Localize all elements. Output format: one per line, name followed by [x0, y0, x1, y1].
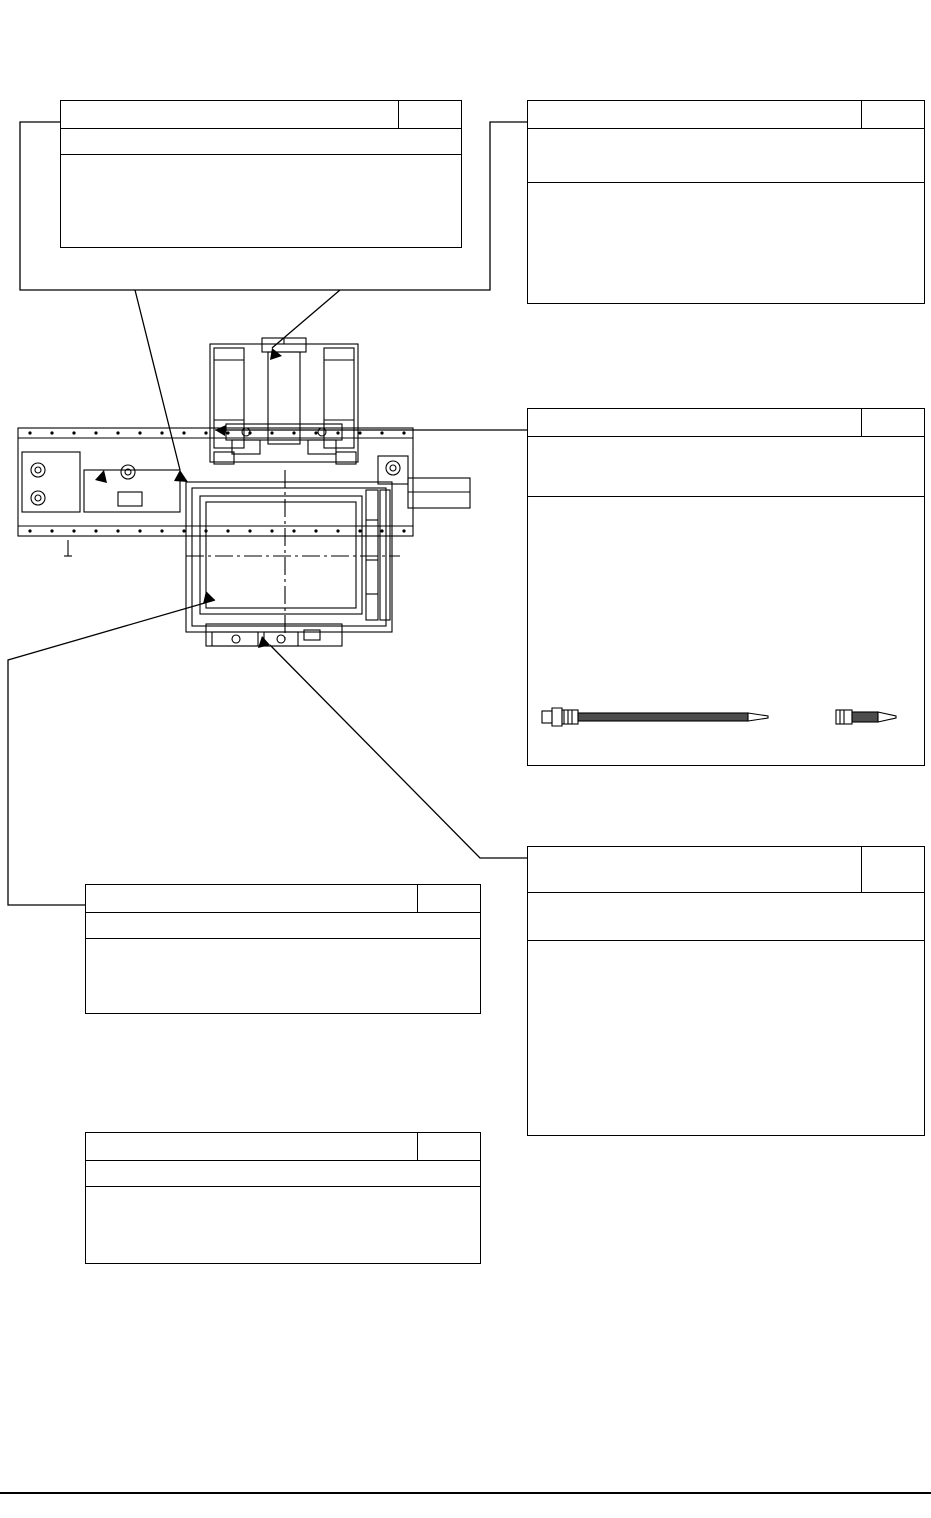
callout-d-subtitle	[528, 893, 924, 941]
callout-d-body	[528, 941, 924, 950]
callout-c-code	[862, 409, 924, 436]
callout-c-subtitle	[528, 437, 924, 497]
callout-b-subtitle	[528, 129, 924, 183]
tool-pictograms	[540, 697, 926, 757]
callout-e-subtitle	[86, 913, 480, 939]
callout-a-header	[61, 101, 461, 129]
callout-a-subtitle	[61, 129, 461, 155]
callout-f-subtitle	[86, 1161, 480, 1187]
callout-box-c[interactable]	[527, 408, 925, 766]
callout-box-d[interactable]	[527, 846, 925, 1136]
callout-box-b[interactable]	[527, 100, 925, 304]
callout-f-title	[86, 1133, 418, 1160]
callout-b-body	[528, 183, 924, 192]
callout-box-f[interactable]	[85, 1132, 481, 1264]
callout-b-title	[528, 101, 862, 128]
callout-e-body	[86, 939, 480, 948]
callout-c-title	[528, 409, 862, 436]
callout-a-body	[61, 155, 461, 164]
callout-b-header	[528, 101, 924, 129]
callout-d-code	[862, 847, 924, 892]
callout-e-code	[418, 885, 480, 912]
callout-a-code	[399, 101, 461, 128]
callout-e-title	[86, 885, 418, 912]
machine-drawing	[18, 338, 470, 646]
callout-b-code	[862, 101, 924, 128]
callout-a-title	[61, 101, 399, 128]
callout-f-header	[86, 1133, 480, 1161]
callout-e-header	[86, 885, 480, 913]
callout-d-title	[528, 847, 862, 892]
short-nozzle-tool-icon	[836, 710, 896, 724]
callout-c-body	[528, 497, 924, 761]
callout-d-header	[528, 847, 924, 893]
callout-f-code	[418, 1133, 480, 1160]
callout-box-e[interactable]	[85, 884, 481, 1014]
long-probe-tool-icon	[542, 708, 768, 726]
callout-box-a[interactable]	[60, 100, 462, 248]
footer-divider	[0, 1492, 931, 1494]
callout-c-header	[528, 409, 924, 437]
callout-f-body	[86, 1187, 480, 1196]
